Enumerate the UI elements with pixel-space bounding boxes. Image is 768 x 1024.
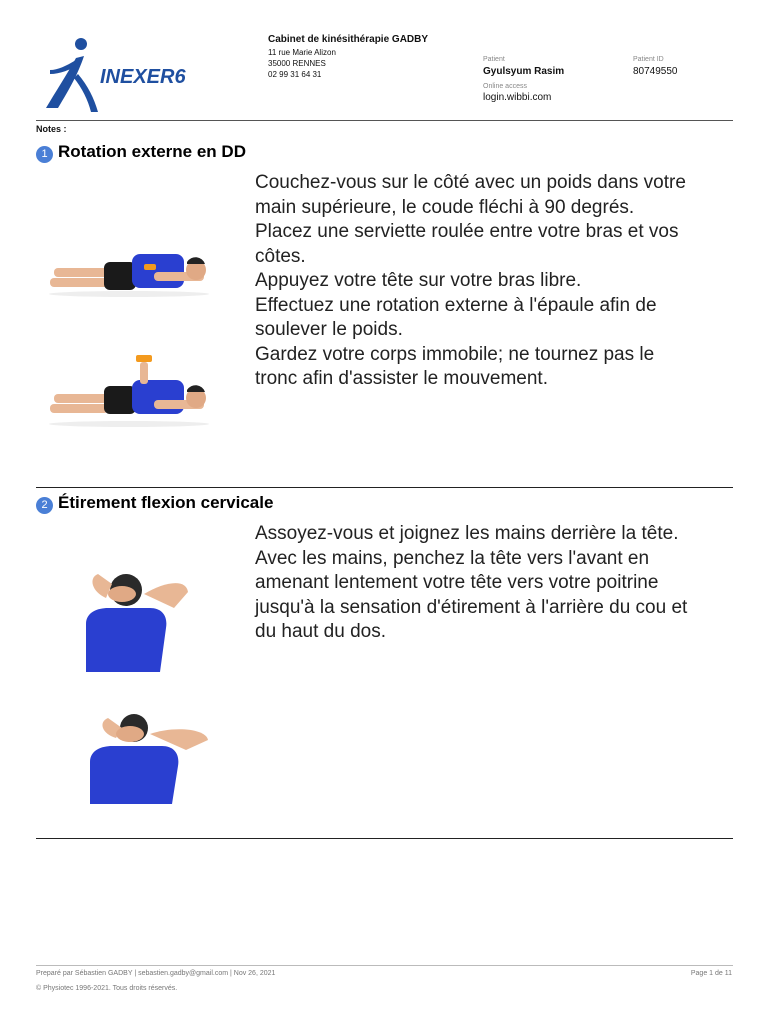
exercise-photo-end (86, 712, 212, 804)
exercise-instructions (255, 171, 725, 392)
footer-page-number: Page 1 de 11 (690, 970, 732, 977)
exercise-divider (36, 487, 733, 488)
footer-copyright: © Physiotec 1996-2021. Tous droits réservés. (36, 985, 178, 992)
kinexer6-logo (36, 36, 206, 116)
exercise-title: Étirement flexion cervicale (58, 493, 274, 512)
instruction-line: tronc afin d'assister le mouvement. (255, 368, 548, 389)
online-access-label: Online access (483, 83, 527, 90)
instruction-line: main supérieure, le coude fléchi à 90 degrés. (255, 196, 635, 218)
instruction-line: amenant lentement votre tête vers votre poitrine (255, 572, 659, 593)
exercise-photo-start (78, 568, 193, 672)
logo-text: INEXER6 (100, 66, 186, 88)
patient-label: Patient (483, 56, 505, 63)
instruction-line: Assoyez-vous et joignez les mains derrière la tête. (255, 523, 679, 544)
patient-name: Gyulsyum Rasim (483, 66, 565, 77)
instruction-line: côtes. (255, 245, 306, 267)
header-divider (36, 120, 733, 121)
instruction-line: soulever le poids. (255, 319, 403, 340)
instruction-line: Placez une serviette roulée entre votre bras et vos (255, 221, 679, 242)
notes-label: Notes : (36, 124, 67, 134)
patient-id-label: Patient ID (633, 56, 664, 63)
exercise-photo-end (44, 352, 214, 430)
exercise-number-badge: 1 (36, 146, 53, 163)
patient-id: 80749550 (633, 66, 678, 77)
exercise-divider (36, 838, 733, 839)
exercise-instructions (255, 522, 725, 645)
instruction-line: Appuyez votre tête sur votre bras libre. (255, 270, 582, 291)
online-access-link[interactable]: login.wibbi.com (483, 92, 552, 103)
instruction-line: Gardez votre corps immobile; ne tournez pas le (255, 343, 655, 365)
instruction-line: Effectuez une rotation externe à l'épaule afin de (255, 294, 657, 316)
footer-divider (36, 965, 733, 966)
exercise-photo-start (44, 240, 214, 300)
instruction-line: jusqu'à la sensation d'étirement à l'arrière du cou et (255, 596, 688, 618)
exercise-number-badge: 2 (36, 497, 53, 514)
footer-prepared-by: Preparé par Sébastien GADBY | sebastien.gadby@gmail.com | Nov 26, 2021 (36, 970, 276, 977)
exercise-title: Rotation externe en DD (58, 142, 246, 161)
instruction-line: du haut du dos. (255, 621, 386, 642)
clinic-address: 11 rue Marie Alizon (268, 48, 336, 57)
instruction-line: Avec les mains, penchez la tête vers l'avant en (255, 547, 650, 569)
clinic-phone: 02 99 31 64 31 (268, 70, 322, 79)
clinic-name: Cabinet de kinésithérapie GADBY (268, 34, 429, 45)
clinic-city: 35000 RENNES (268, 59, 326, 68)
instruction-line: Couchez-vous sur le côté avec un poids dans votre (255, 172, 686, 193)
